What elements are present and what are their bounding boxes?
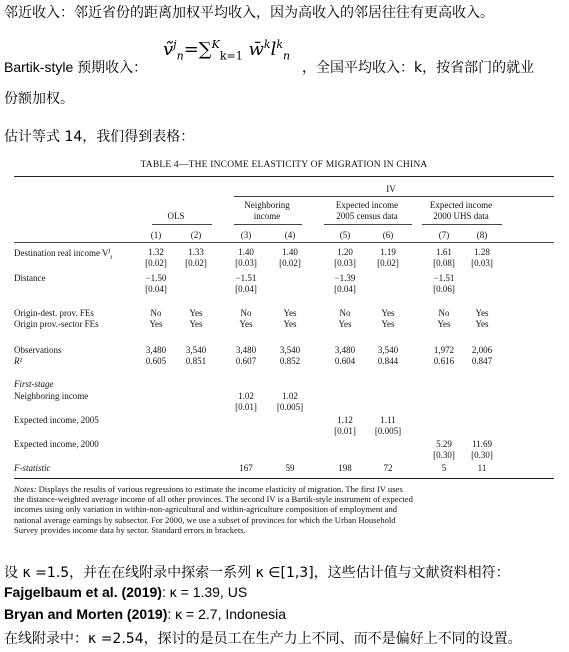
neighboring-header-2: income	[253, 211, 281, 221]
table-cell: 0.604	[334, 356, 356, 366]
ref2-rest: : κ = 2.7, Indonesia	[167, 606, 287, 622]
ols-header: OLS	[167, 211, 185, 221]
table-cell: 1.40	[238, 247, 254, 257]
column-number: (6)	[382, 230, 394, 240]
table-cell-se: [0.08]	[433, 258, 455, 268]
table-cell-se: [0.04]	[145, 284, 167, 294]
first-stage-label: First-stage	[14, 379, 54, 389]
bottom-line-4: 在线附录中：κ =2.54，探讨的是员工在生产力上不同、而不是偏好上不同的设置。	[4, 631, 522, 647]
fstat-cell: 11	[477, 463, 487, 473]
first-stage-cell: 1.11	[380, 415, 396, 425]
table-cell: 3,540	[279, 345, 301, 355]
table-cell: Yes	[381, 308, 395, 318]
table-cell: 1,972	[433, 345, 455, 355]
intro-line-4: 估计等式 14，我们得到表格：	[4, 129, 195, 145]
table-cell: 3,540	[185, 345, 207, 355]
bottom-ref-2	[4, 606, 286, 623]
column-number: (7)	[438, 230, 450, 240]
bartik-formula	[163, 38, 290, 63]
table-cell: −1.51	[433, 273, 455, 283]
first-stage-cell-se: [0.005]	[374, 426, 402, 436]
table-cell: 1.20	[337, 247, 353, 257]
table-cell: 0.605	[145, 356, 167, 366]
table-cell-se: [0.02]	[145, 258, 167, 268]
ref1-rest: : κ = 1.39, US	[161, 584, 248, 600]
formula-w-sup: k	[263, 38, 271, 51]
table-cell: 0.852	[279, 356, 301, 366]
table-cell: 0.616	[433, 356, 455, 366]
table-cell: Yes	[437, 319, 451, 329]
formula-l-sub: n	[283, 49, 291, 63]
intro-line-2-prefix: Bartik-style 预期收入：	[4, 59, 148, 75]
table-cell: Yes	[338, 319, 352, 329]
expected2000-header-1: Expected income	[429, 200, 493, 210]
iv-rule	[234, 196, 554, 197]
table-cell-se: [0.03]	[334, 258, 356, 268]
row-label-fs-expected2000: Expected income, 2000	[14, 439, 99, 449]
first-stage-cell-se: [0.30]	[471, 450, 493, 460]
row-label-observations: Observations	[14, 345, 62, 355]
formula-lhs-sub: n	[176, 49, 184, 63]
expected2000-rule	[422, 224, 502, 225]
table-notes	[14, 484, 554, 535]
table-cell: Yes	[149, 319, 163, 329]
notes-label: Notes:	[14, 484, 37, 494]
table-cell-se: [0.03]	[235, 258, 257, 268]
column-number: (3)	[240, 230, 252, 240]
table-cell: No	[240, 308, 252, 318]
row-label-dest-income	[14, 247, 112, 261]
table-cell: −1.50	[145, 273, 167, 283]
formula-w: w̄	[248, 39, 264, 60]
column-number: (4)	[284, 230, 296, 240]
table-cell: Yes	[475, 308, 489, 318]
formula-l: l	[270, 39, 277, 60]
iv-header: IV	[386, 184, 396, 194]
table-cell-se: [0.02]	[185, 258, 207, 268]
ref2-author: Bryan and Morten (2019)	[4, 606, 168, 622]
fstat-cell: 72	[383, 463, 393, 473]
column-number: (5)	[339, 230, 351, 240]
formula-sum-sub: k=1	[219, 49, 243, 63]
table-cell: 3,480	[145, 345, 167, 355]
table-cell-se: [0.02]	[377, 258, 399, 268]
dest-income-sub: t	[110, 253, 113, 261]
first-stage-cell: 1.12	[337, 415, 353, 425]
notes-line-2: the distance-weighted average income of all other provinces. The second IV is a Bartik-style instrument of expected	[14, 494, 413, 505]
table-cell: 3,540	[377, 345, 399, 355]
table-title: TABLE 4—THE INCOME ELASTICITY OF MIGRATION IN CHINA	[140, 160, 428, 170]
intro-line-3: 份额加权。	[4, 91, 74, 107]
table-cell: −1.51	[235, 273, 257, 283]
table-cell: 1.19	[380, 247, 396, 257]
table-cell: Yes	[283, 319, 297, 329]
row-label-distance: Distance	[14, 273, 46, 283]
table-bottom-rule	[14, 478, 554, 479]
neighboring-header-1: Neighboring	[244, 200, 290, 210]
table-cell: 2,006	[471, 345, 493, 355]
intro-line-1: 邻近收入：邻近省份的距离加权平均收入，因为高收入的邻居往往有更高收入。	[4, 5, 494, 21]
first-stage-cell-se: [0.01]	[334, 426, 356, 436]
formula-lhs-sup: j	[173, 38, 177, 51]
formula-lhs: ṽ	[163, 39, 174, 60]
table-cell: 0.844	[377, 356, 399, 366]
table-cell-se: [0.06]	[433, 284, 455, 294]
first-stage-cell-se: [0.005]	[276, 402, 304, 412]
dest-income-text: Destination real income V	[14, 248, 109, 258]
notes-line-1: Displays the results of various regressions to estimate the income elasticity of migration. The first IV uses	[38, 484, 403, 494]
row-label-fs-neighboring: Neighboring income	[14, 391, 89, 401]
table-cell: 1.61	[436, 247, 452, 257]
table-cell: 3,480	[334, 345, 356, 355]
column-number: (1)	[150, 230, 162, 240]
formula-l-sup: k	[276, 38, 283, 51]
fstat-cell: 167	[239, 463, 253, 473]
first-stage-cell: 5.29	[436, 439, 452, 449]
table-cell-se: [0.04]	[334, 284, 356, 294]
table-cell: 1.32	[148, 247, 164, 257]
fstat-cell: 59	[285, 463, 295, 473]
table-cell: Yes	[283, 308, 297, 318]
row-label-r2: R²	[14, 356, 23, 366]
first-stage-cell: 1.02	[282, 391, 298, 401]
table-cell: 0.847	[471, 356, 493, 366]
expected2005-header-2: 2005 census data	[336, 211, 398, 221]
table-cell: 1.40	[282, 247, 298, 257]
fstat-cell: 198	[338, 463, 352, 473]
expected2005-header-1: Expected income	[335, 200, 399, 210]
table-cell-se: [0.04]	[235, 284, 257, 294]
table-cell-se: [0.02]	[279, 258, 301, 268]
table-cell: Yes	[239, 319, 253, 329]
ols-rule	[152, 224, 212, 225]
dest-income-sup: j	[108, 247, 111, 254]
row-label-origin-sector: Origin prov.-sector FEs	[14, 319, 99, 329]
first-stage-cell: 1.02	[238, 391, 254, 401]
column-number: (8)	[476, 230, 488, 240]
first-stage-cell-se: [0.30]	[433, 450, 455, 460]
neighboring-rule	[234, 224, 302, 225]
table-cell: 0.851	[185, 356, 207, 366]
table-cell: Yes	[381, 319, 395, 329]
first-stage-cell: 11.69	[472, 439, 492, 449]
table-cell: 3,480	[235, 345, 257, 355]
intro-line-2-suffix: ，全国平均收入：k，按省部门的就业	[302, 60, 535, 76]
row-label-origin-dest: Origin-dest. prov. FEs	[14, 308, 94, 318]
table-cell: Yes	[475, 319, 489, 329]
bottom-ref-1	[4, 584, 247, 601]
formula-eq-sum: =∑	[183, 39, 212, 60]
notes-line-5: Survey provides income data by sector. Standard errors in brackets.	[14, 524, 246, 535]
expected2005-rule	[324, 224, 412, 225]
table-cell: No	[150, 308, 162, 318]
table-cell: No	[438, 308, 450, 318]
table-cell: Yes	[189, 319, 203, 329]
first-stage-cell-se: [0.01]	[235, 402, 257, 412]
expected2000-header-2: 2000 UHS data	[433, 211, 489, 221]
bottom-line-1: 设 κ =1.5，并在在线附录中探索一系列 κ ∈[1,3]，这些估计值与文献资料相符：	[4, 565, 510, 581]
table-cell: 0.607	[235, 356, 257, 366]
row-label-fs-expected2005: Expected income, 2005	[14, 415, 99, 425]
row-label-fstat: F-statistic	[14, 463, 51, 473]
table-cell: 1.28	[474, 247, 490, 257]
column-number: (2)	[190, 230, 202, 240]
table-cell: Yes	[189, 308, 203, 318]
table-cell: 1.33	[188, 247, 204, 257]
table-top-rule	[14, 176, 554, 177]
table-cell: No	[339, 308, 351, 318]
fstat-cell: 5	[441, 463, 447, 473]
notes-line-3: incomes using only variation in within-non-agricultural and within-agriculture composition of employment and	[14, 504, 398, 515]
header-bottom-rule	[14, 242, 554, 243]
formula-sum-sup: K	[211, 38, 220, 51]
ref1-author: Fajgelbaum et al. (2019)	[4, 584, 162, 600]
notes-line-4: national average earnings by subsector. For 2000, we use a subset of provinces for which the Urban Household	[14, 514, 396, 525]
table-cell: −1.39	[334, 273, 356, 283]
table-cell-se: [0.03]	[471, 258, 493, 268]
table-figure	[14, 156, 554, 548]
